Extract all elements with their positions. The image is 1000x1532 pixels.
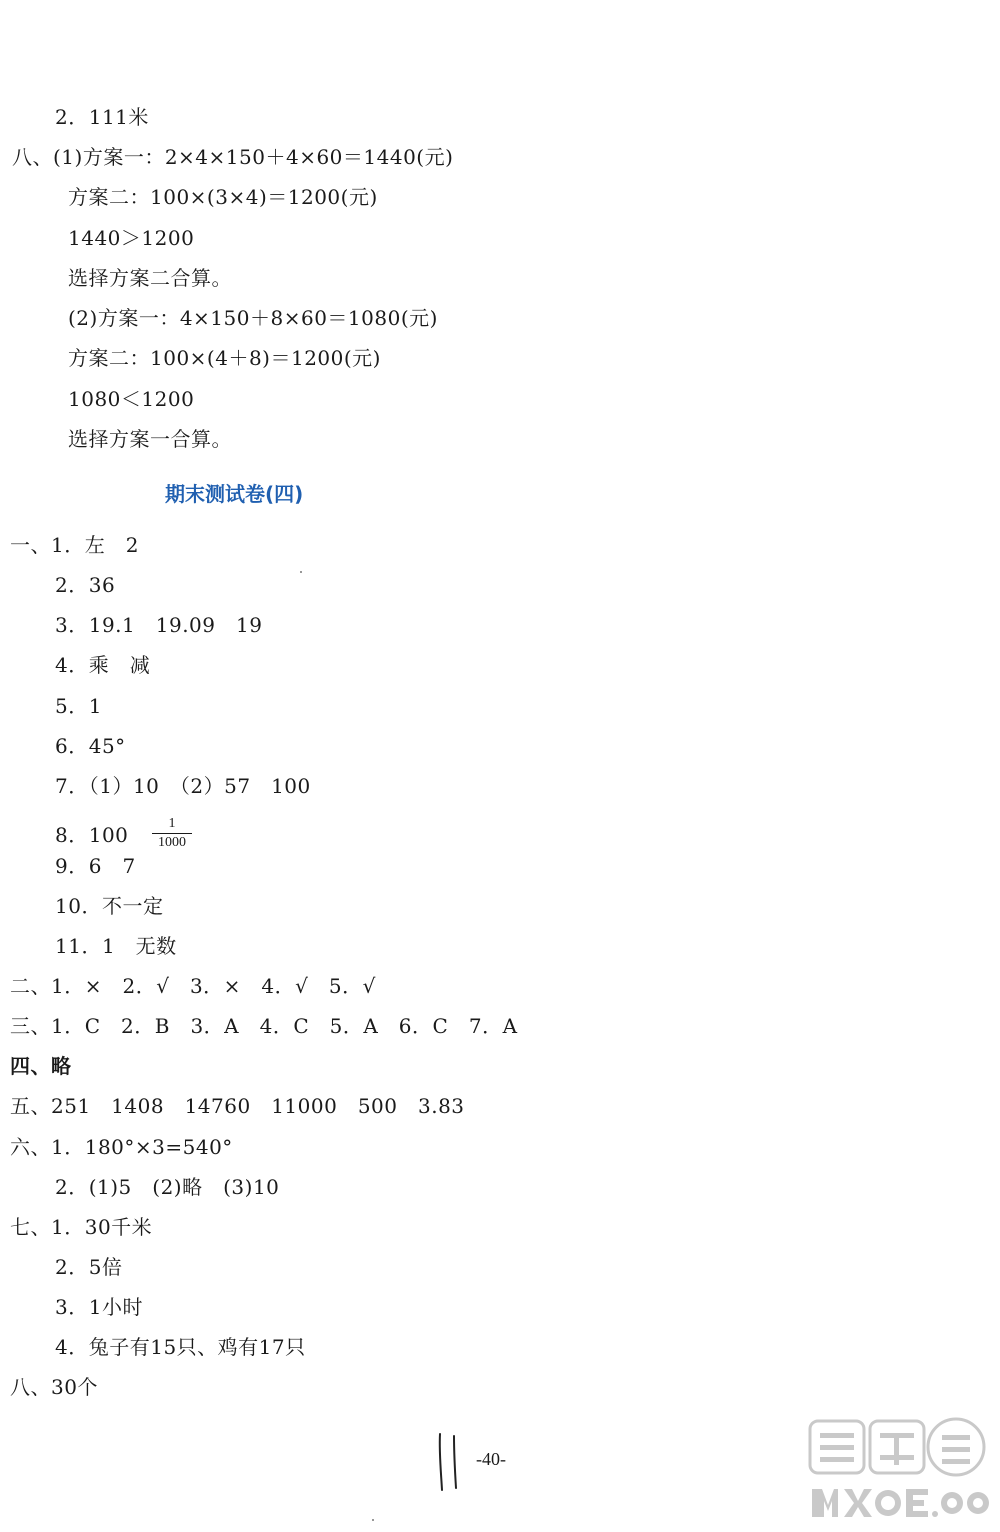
answer-line: 七、1．30千米 — [10, 1215, 153, 1239]
answer-line: 3．1小时 — [55, 1295, 143, 1319]
page-number: -40- — [476, 1449, 506, 1469]
answer-line: 方案二：100×(3×4)＝1200(元) — [68, 185, 378, 209]
answer-line: 2．5倍 — [55, 1255, 123, 1279]
answer-line: 4．兔子有15只、鸡有17只 — [55, 1335, 306, 1359]
section-title: 期末测试卷(四) — [165, 482, 304, 506]
answer-line: 10．不一定 — [55, 894, 164, 918]
handwritten-mark — [430, 1432, 470, 1492]
answer-line: 1440＞1200 — [68, 226, 195, 250]
answer-line: 一、1．左 2 — [10, 533, 139, 557]
answer-line: 4．乘 减 — [55, 653, 151, 677]
stray-dot — [372, 1519, 374, 1521]
answer-line: 5．1 — [55, 694, 102, 718]
answer-line: 八、(1)方案一：2×4×150＋4×60＝1440(元) — [12, 145, 454, 169]
answer-line: 6．45° — [55, 734, 126, 758]
answer-line: 选择方案一合算。 — [68, 427, 232, 451]
fraction — [152, 816, 192, 851]
answer-line: 11．1 无数 — [55, 934, 177, 958]
answer-line: 方案二：100×(4＋8)＝1200(元) — [68, 346, 381, 370]
answer-line: 2．111米 — [55, 105, 149, 129]
answer-line: 9．6 7 — [55, 854, 136, 878]
stray-dot — [300, 571, 302, 573]
answer-line: 7．（1）10 （2）57 100 — [55, 774, 311, 798]
fraction-denominator: 1000 — [158, 835, 186, 850]
answer-line: 六、1．180°×3=540° — [10, 1135, 233, 1159]
answer-line: 八、30个 — [10, 1375, 98, 1399]
answer-line: 二、1．× 2．√ 3．× 4．√ 5．√ — [10, 974, 376, 998]
answer-line: (2)方案一：4×150＋8×60＝1080(元) — [68, 306, 438, 330]
fraction-numerator: 1 — [152, 816, 192, 834]
answer-line: 五、251 1408 14760 11000 500 3.83 — [10, 1094, 465, 1118]
answer-line: 2．36 — [55, 573, 116, 597]
answer-line: 三、1．C 2．B 3．A 4．C 5．A 6．C 7．A — [10, 1014, 518, 1038]
answer-line: 8．100 — [55, 823, 129, 847]
answer-line: 四、略 — [10, 1054, 72, 1078]
answer-line: 1080＜1200 — [68, 387, 195, 411]
watermark-logo — [802, 1415, 992, 1525]
answer-line: 2．(1)5 (2)略 (3)10 — [55, 1175, 280, 1199]
answer-line: 选择方案二合算。 — [68, 266, 232, 290]
answer-line: 3．19.1 19.09 19 — [55, 613, 263, 637]
